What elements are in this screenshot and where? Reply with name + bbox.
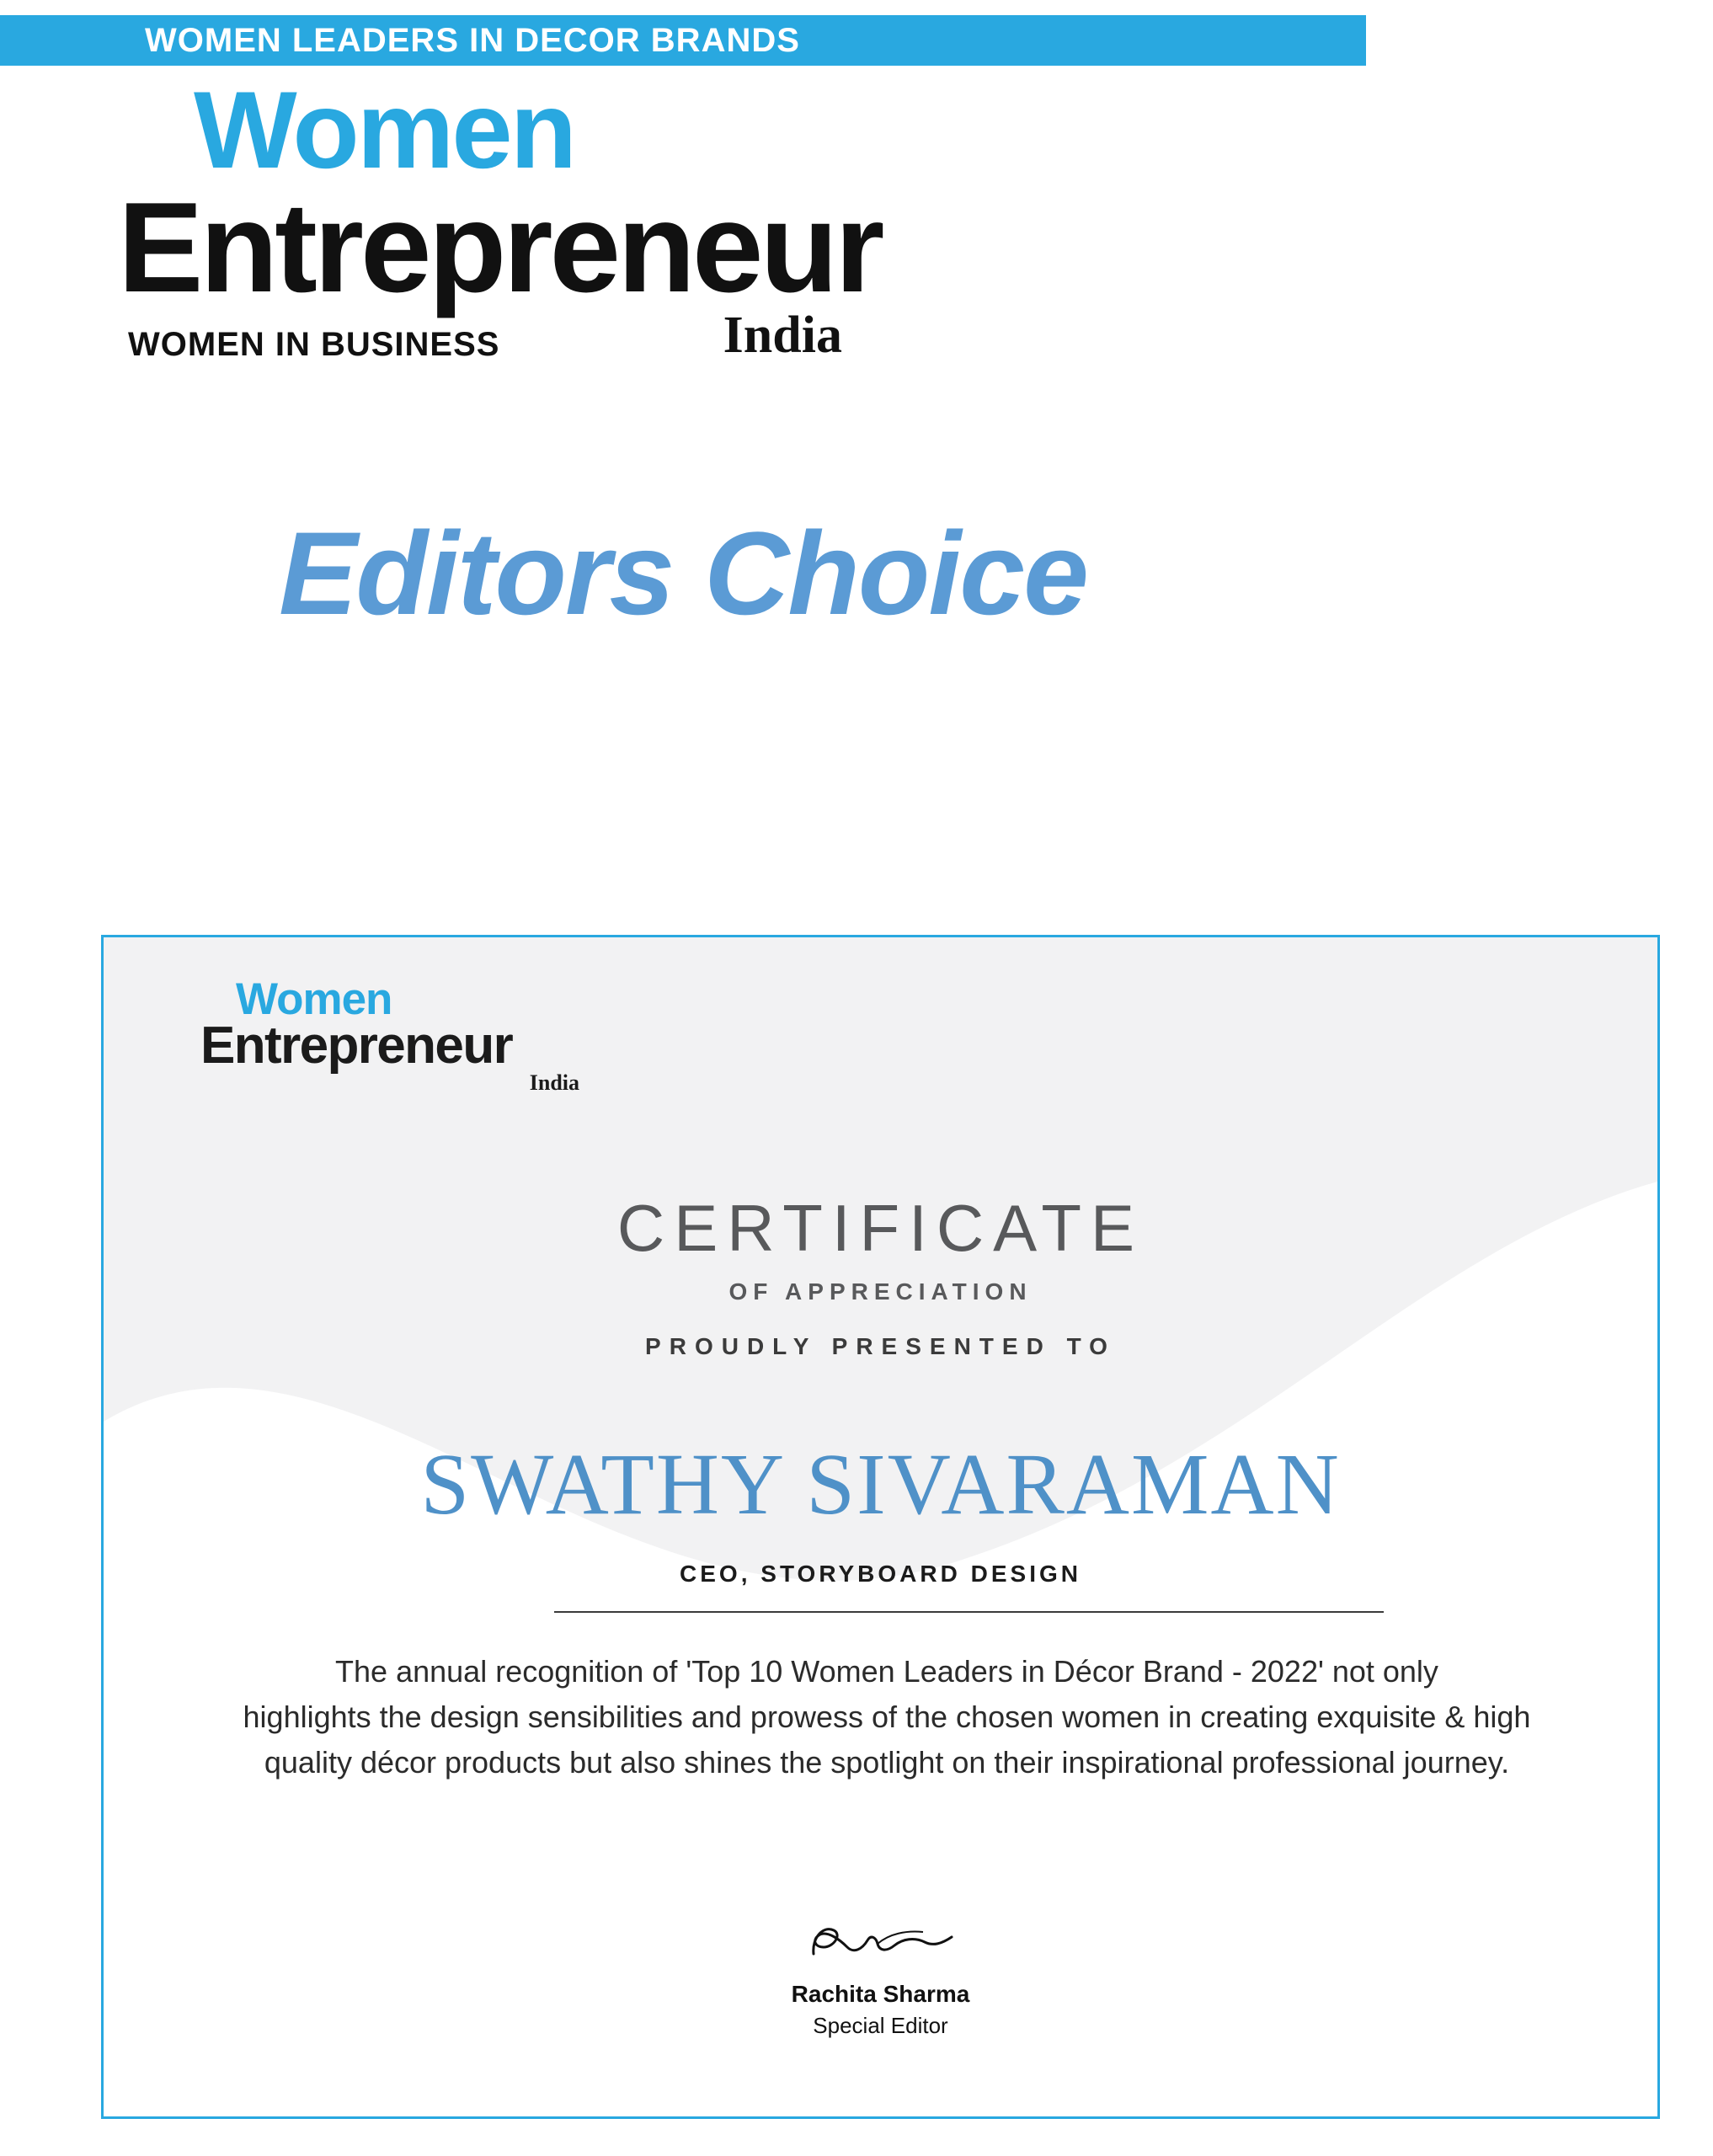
award-headline: Editors Choice xyxy=(279,507,1087,639)
signature-title: Special Editor xyxy=(813,2013,948,2038)
signature-scribble-icon xyxy=(797,1914,965,1973)
masthead-region: India xyxy=(723,307,842,364)
certificate-divider xyxy=(554,1611,1384,1613)
certificate-body-line: quality décor products but also shines the spotlight on their inspirational professional journey. xyxy=(264,1745,1510,1780)
top-banner xyxy=(0,15,1366,66)
masthead-line-entrepreneur: Entrepreneur xyxy=(118,176,882,319)
certificate-subtitle: OF APPRECIATION xyxy=(728,1278,1033,1305)
certificate-logo-region: India xyxy=(529,1070,579,1095)
certificate-body-line: highlights the design sensibilities and prowess of the chosen women in creating exquisite & high xyxy=(243,1700,1531,1734)
top-banner-text: WOMEN LEADERS IN DECOR BRANDS xyxy=(145,21,800,59)
certificate-logo-women: Women xyxy=(236,974,392,1024)
signature-name: Rachita Sharma xyxy=(791,1981,970,2007)
certificate-title: CERTIFICATE xyxy=(616,1191,1145,1265)
signature-block xyxy=(104,1914,1657,2039)
magazine-masthead xyxy=(118,68,1297,364)
certificate-body-text xyxy=(217,1649,1556,1785)
certificate-card xyxy=(101,935,1660,2119)
certificate-recipient-role: CEO, STORYBOARD DESIGN xyxy=(680,1561,1081,1587)
certificate-recipient-name: SWATHY SIVARAMAN xyxy=(420,1436,1341,1533)
certificate-logo-entrepreneur: Entrepreneur xyxy=(200,1017,513,1075)
certificate-presented-label: PROUDLY PRESENTED TO xyxy=(645,1333,1116,1359)
masthead-line-women: Women xyxy=(194,68,575,191)
masthead-tagline: WOMEN IN BUSINESS xyxy=(128,326,500,363)
certificate-body xyxy=(104,937,1657,2116)
certificate-body-line: The annual recognition of 'Top 10 Women Leaders in Décor Brand - 2022' not only xyxy=(335,1654,1438,1689)
